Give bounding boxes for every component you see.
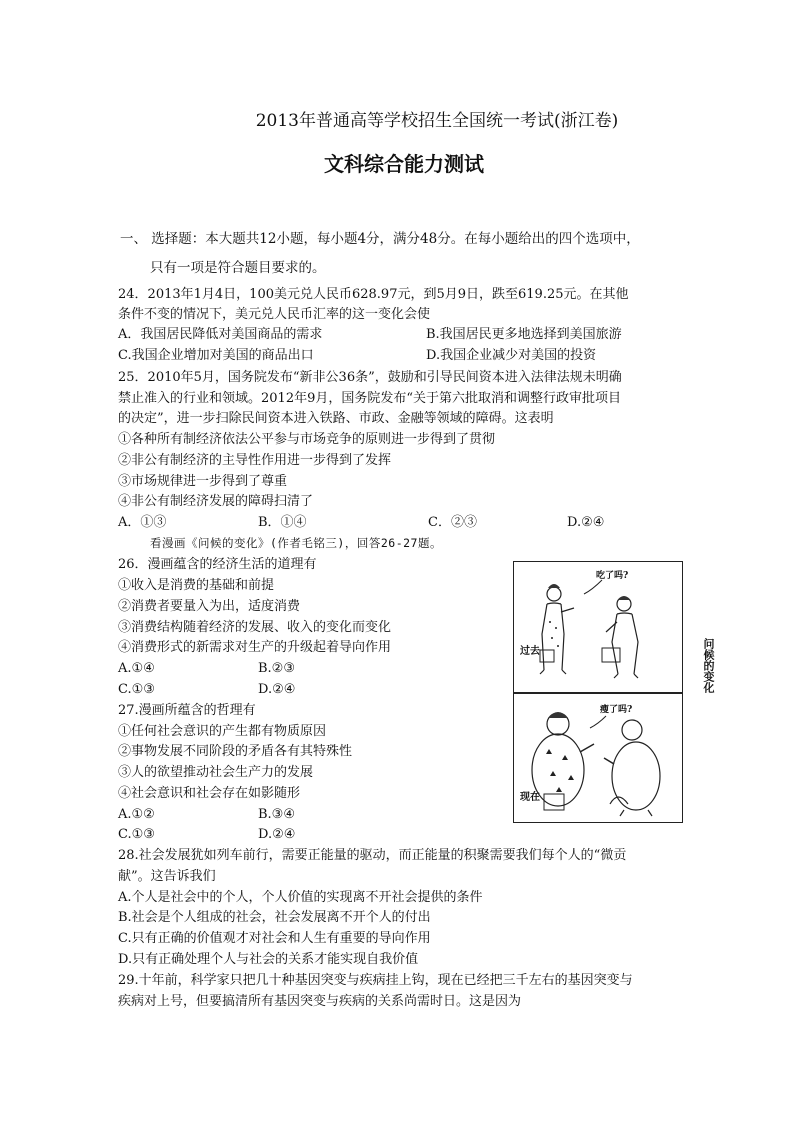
- q25-item-2: ②非公有制经济的主导性作用进一步得到了发挥: [118, 453, 392, 468]
- q26-item-4: ④消费形式的新需求对生产的升级起着导向作用: [118, 640, 392, 655]
- q25-stem-line1: 25．2010年5月，国务院发布“新非公36条”，鼓励和引导民间资本进入法律法规未明确: [118, 370, 622, 385]
- cartoon-illustration: [513, 561, 683, 823]
- q28-option-d: D.只有正确处理个人与社会的关系才能实现自我价值: [118, 952, 419, 967]
- q24-option-d: D.我国企业减少对美国的投资: [426, 348, 597, 363]
- q27-option-b: B.③④: [258, 807, 295, 822]
- q27-stem: 27.漫画所蕴含的哲理有: [118, 703, 256, 718]
- cartoon-side-title: 问候的变化: [702, 638, 715, 693]
- q27-item-3: ③人的欲望推动社会生产力的发展: [118, 765, 314, 780]
- q25-option-c: C．②③: [428, 515, 477, 530]
- exam-title: 2013年普通高等学校招生全国统一考试(浙江卷): [255, 111, 619, 131]
- q25-option-a: A．①③: [118, 515, 167, 530]
- q25-item-1: ①各种所有制经济依法公平参与市场竞争的原则进一步得到了贯彻: [118, 432, 496, 447]
- q29-stem-line1: 29.十年前，科学家只把几十种基因突变与疾病挂上钩，现在已经把三千左右的基因突变与: [118, 973, 633, 988]
- q24-stem-line2: 条件不变的情况下，美元兑人民币汇率的这一变化会使: [118, 307, 431, 322]
- q27-item-2: ②事物发展不同阶段的矛盾各有其特殊性: [118, 744, 353, 759]
- section-intro-line2: 只有一项是符合题目要求的。: [150, 260, 326, 276]
- q28-option-b: B.社会是个人组成的社会，社会发展离不开个人的付出: [118, 910, 431, 925]
- q28-stem-line1: 28.社会发展犹如列车前行，需要正能量的驱动，而正能量的积聚需要我们每个人的“微贡: [118, 848, 627, 863]
- cartoon-top-label: 过去: [520, 646, 540, 657]
- q28-option-c: C.只有正确的价值观才对社会和人生有重要的导向作用: [118, 931, 431, 946]
- section-intro-line1: 一、 选择题：本大题共12小题，每小题4分，满分48分。在每小题给出的四个选项中，: [120, 231, 640, 247]
- q24-option-b: B.我国居民更多地选择到美国旅游: [426, 327, 622, 342]
- q25-item-4: ④非公有制经济发展的障碍扫清了: [118, 494, 314, 509]
- q25-stem-line2: 禁止准入的行业和领域。2012年9月，国务院发布“关于第六批取消和调整行政审批项目: [118, 391, 622, 406]
- q27-option-c: C.①③: [118, 827, 155, 842]
- q26-option-b: B.②③: [258, 661, 295, 676]
- q27-item-4: ④社会意识和社会存在如影随形: [118, 786, 301, 801]
- cartoon-caption: 看漫画《问候的变化》(作者毛铭三)，回答26-27题。: [150, 536, 442, 550]
- q27-option-a: A.①②: [118, 807, 155, 822]
- q26-item-1: ①收入是消费的基础和前提: [118, 578, 275, 593]
- cartoon-bottom-bubble: 瘦了吗?: [600, 705, 633, 715]
- q29-stem-line2: 疾病对上号，但要搞清所有基因突变与疾病的关系尚需时日。这是因为: [118, 994, 522, 1009]
- q27-option-d: D.②④: [258, 827, 296, 842]
- q26-option-c: C.①③: [118, 682, 155, 697]
- q26-stem: 26．漫画蕴含的经济生活的道理有: [118, 557, 317, 572]
- cartoon-top-figures: [514, 562, 681, 690]
- cartoon-top-bubble: 吃了吗?: [596, 571, 629, 581]
- q25-option-b: B．①④: [258, 515, 307, 530]
- q26-item-3: ③消费结构随着经济的发展、收入的变化而变化: [118, 620, 392, 635]
- q24-option-a: A．我国居民降低对美国商品的需求: [118, 327, 323, 342]
- subject-title: 文科综合能力测试: [324, 152, 484, 176]
- q24-option-c: C.我国企业增加对美国的商品出口: [118, 348, 314, 363]
- q25-item-3: ③市场规律进一步得到了尊重: [118, 474, 288, 489]
- q25-stem-line3: 的决定”，进一步扫除民间资本进入铁路、市政、金融等领域的障碍。这表明: [118, 411, 554, 426]
- cartoon-bottom-figures: [514, 694, 681, 822]
- cartoon-bottom-label: 现在: [520, 792, 540, 803]
- q26-item-2: ②消费者要量入为出，适度消费: [118, 599, 301, 614]
- q27-item-1: ①任何社会意识的产生都有物质原因: [118, 724, 327, 739]
- q24-stem-line1: 24．2013年1月4日，100美元兑人民币628.97元，到5月9日，跌至619.25元。在其他: [118, 287, 629, 302]
- q26-option-a: A.①④: [118, 661, 155, 676]
- q28-stem-line2: 献”。这告诉我们: [118, 869, 216, 884]
- q25-option-d: D.②④: [567, 515, 605, 530]
- q28-option-a: A.个人是社会中的个人，个人价值的实现离不开社会提供的条件: [118, 890, 483, 905]
- q26-option-d: D.②④: [258, 682, 296, 697]
